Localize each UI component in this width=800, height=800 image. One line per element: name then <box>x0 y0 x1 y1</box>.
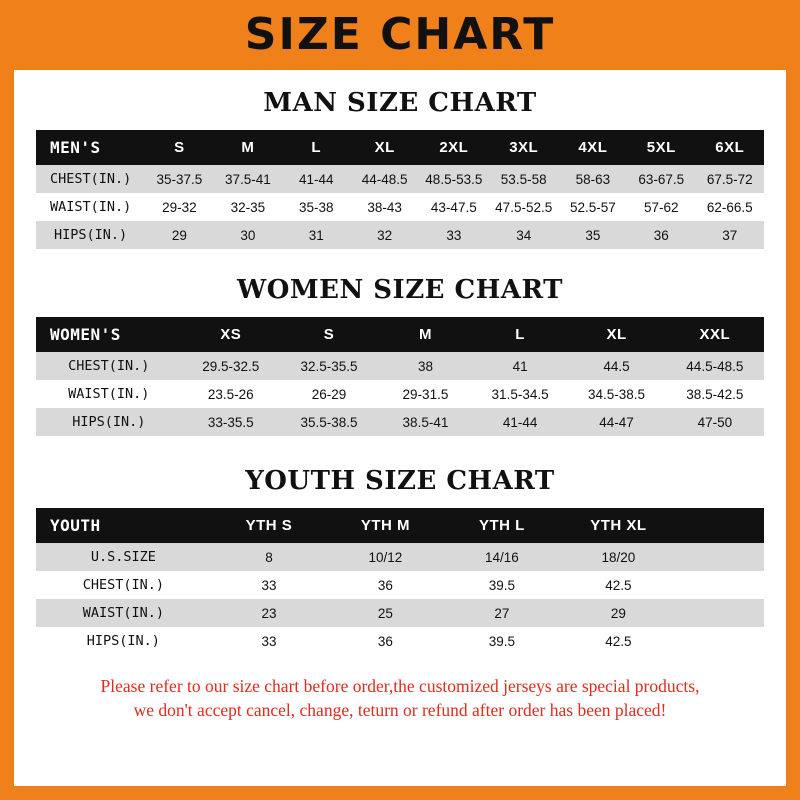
cell: 18/20 <box>601 549 636 565</box>
women-section-title: WOMEN SIZE CHART <box>237 275 563 305</box>
table-row <box>36 193 764 221</box>
cell: 29-32 <box>162 199 197 215</box>
cell: 47-50 <box>697 414 733 430</box>
table-row <box>36 627 764 655</box>
cell: 67.5-72 <box>706 171 753 187</box>
col-header: 4XL <box>578 139 608 156</box>
cell: 25 <box>377 605 393 621</box>
row-label: CHEST(IN.) <box>82 577 164 593</box>
cell: 44.5-48.5 <box>686 358 744 374</box>
table-row <box>36 408 764 436</box>
col-header: 3XL <box>509 139 539 156</box>
table-header-row <box>36 508 764 543</box>
cell: 38.5-42.5 <box>686 386 744 402</box>
cell: 41-44 <box>502 414 538 430</box>
cell: 42.5 <box>605 577 632 593</box>
cell: 57-62 <box>644 199 679 215</box>
cell: 39.5 <box>488 577 516 593</box>
cell: 23 <box>261 605 277 621</box>
order-notice <box>36 675 764 722</box>
cell: 34.5-38.5 <box>588 386 646 402</box>
cell: 14/16 <box>484 549 519 565</box>
row-label: WAIST(IN.) <box>68 386 150 402</box>
cell: 34 <box>516 227 532 243</box>
page-title: SIZE CHART <box>244 9 556 60</box>
cell: 47.5-52.5 <box>495 199 553 215</box>
cell: 27 <box>494 605 510 621</box>
col-header: S <box>323 326 335 343</box>
man-section-title: MAN SIZE CHART <box>263 88 537 118</box>
cell-spacer <box>677 571 764 599</box>
chart-content <box>14 88 786 722</box>
col-header: YTH L <box>478 517 525 534</box>
col-header: WOMEN'S <box>50 325 121 344</box>
cell: 36 <box>653 227 669 243</box>
row-label: HIPS(IN.) <box>54 227 128 243</box>
cell: 36 <box>377 577 393 593</box>
col-header: 6XL <box>715 139 745 156</box>
cell: 33-35.5 <box>207 414 254 430</box>
cell: 43-47.5 <box>430 199 477 215</box>
cell: 23.5-26 <box>207 386 254 402</box>
cell: 31.5-34.5 <box>491 386 549 402</box>
col-header: YTH S <box>245 517 293 534</box>
col-header-spacer <box>677 508 764 543</box>
col-header: XXL <box>699 326 731 343</box>
col-header: S <box>174 139 185 156</box>
cell: 38 <box>417 358 433 374</box>
cell: 37.5-41 <box>224 171 271 187</box>
col-header: YOUTH <box>50 516 101 535</box>
table-row <box>36 165 764 193</box>
cell: 29 <box>610 605 626 621</box>
cell: 48.5-53.5 <box>425 171 483 187</box>
col-header: XL <box>374 139 395 156</box>
cell: 32 <box>377 227 393 243</box>
table-row <box>36 352 764 380</box>
col-header: YTH XL <box>590 517 647 534</box>
cell: 31 <box>308 227 324 243</box>
cell-spacer <box>677 627 764 655</box>
cell: 36 <box>377 633 393 649</box>
col-header: MEN'S <box>50 138 101 157</box>
cell: 8 <box>265 549 273 565</box>
table-row <box>36 380 764 408</box>
youth-section-title: YOUTH SIZE CHART <box>245 466 555 496</box>
row-label: WAIST(IN.) <box>82 605 164 621</box>
row-label: CHEST(IN.) <box>49 171 132 187</box>
cell: 33 <box>446 227 462 243</box>
cell: 33 <box>261 633 277 649</box>
cell: 52.5-57 <box>569 199 616 215</box>
cell: 44-47 <box>599 414 634 430</box>
cell: 53.5-58 <box>500 171 547 187</box>
cell: 29-31.5 <box>402 386 449 402</box>
cell: 37 <box>722 227 738 243</box>
cell: 58-63 <box>575 171 611 187</box>
cell: 38.5-41 <box>402 414 449 430</box>
cell: 33 <box>261 577 277 593</box>
cell: 63-67.5 <box>638 171 685 187</box>
row-label: HIPS(IN.) <box>72 414 146 430</box>
col-header: M <box>418 326 432 343</box>
cell: 35.5-38.5 <box>300 414 358 430</box>
cell: 44-48.5 <box>361 171 408 187</box>
cell: 35-37.5 <box>156 171 203 187</box>
col-header: 2XL <box>439 139 469 156</box>
table-header-row <box>36 317 764 352</box>
notice-line-1: Please refer to our size chart before order,the customized jerseys are special products, <box>100 676 700 696</box>
cell: 10/12 <box>368 549 403 565</box>
cell: 29.5-32.5 <box>202 358 260 374</box>
row-label: WAIST(IN.) <box>49 199 132 215</box>
col-header: 5XL <box>646 139 676 156</box>
header-banner <box>0 0 800 70</box>
cell: 41 <box>512 358 528 374</box>
row-label: U.S.SIZE <box>90 549 156 565</box>
cell: 44.5 <box>603 358 630 374</box>
table-row <box>36 599 764 627</box>
cell: 35 <box>585 227 601 243</box>
row-label: CHEST(IN.) <box>68 358 150 374</box>
table-header-row <box>36 130 764 165</box>
cell-spacer <box>677 599 764 627</box>
col-header: L <box>515 326 525 343</box>
cell: 38-43 <box>367 199 402 215</box>
table-row <box>36 543 764 571</box>
cell: 62-66.5 <box>706 199 753 215</box>
row-label: HIPS(IN.) <box>86 633 160 649</box>
col-header: YTH M <box>360 517 410 534</box>
women-size-table <box>36 317 764 436</box>
cell: 26-29 <box>311 386 347 402</box>
man-size-table <box>36 130 764 249</box>
cell: 42.5 <box>605 633 632 649</box>
notice-line-2: we don't accept cancel, change, teturn or refund after order has been placed! <box>133 699 667 720</box>
cell: 39.5 <box>488 633 516 649</box>
cell: 35-38 <box>298 199 334 215</box>
col-header: XL <box>606 326 627 343</box>
cell: 41-44 <box>298 171 334 187</box>
col-header: M <box>241 139 255 156</box>
cell: 32.5-35.5 <box>300 358 358 374</box>
table-row <box>36 571 764 599</box>
col-header: L <box>311 139 322 156</box>
cell: 29 <box>171 227 187 243</box>
youth-size-table <box>36 508 764 655</box>
table-row <box>36 221 764 249</box>
cell-spacer <box>677 543 764 571</box>
cell: 32-35 <box>230 199 266 215</box>
cell: 30 <box>240 227 256 243</box>
col-header: XS <box>220 326 242 343</box>
